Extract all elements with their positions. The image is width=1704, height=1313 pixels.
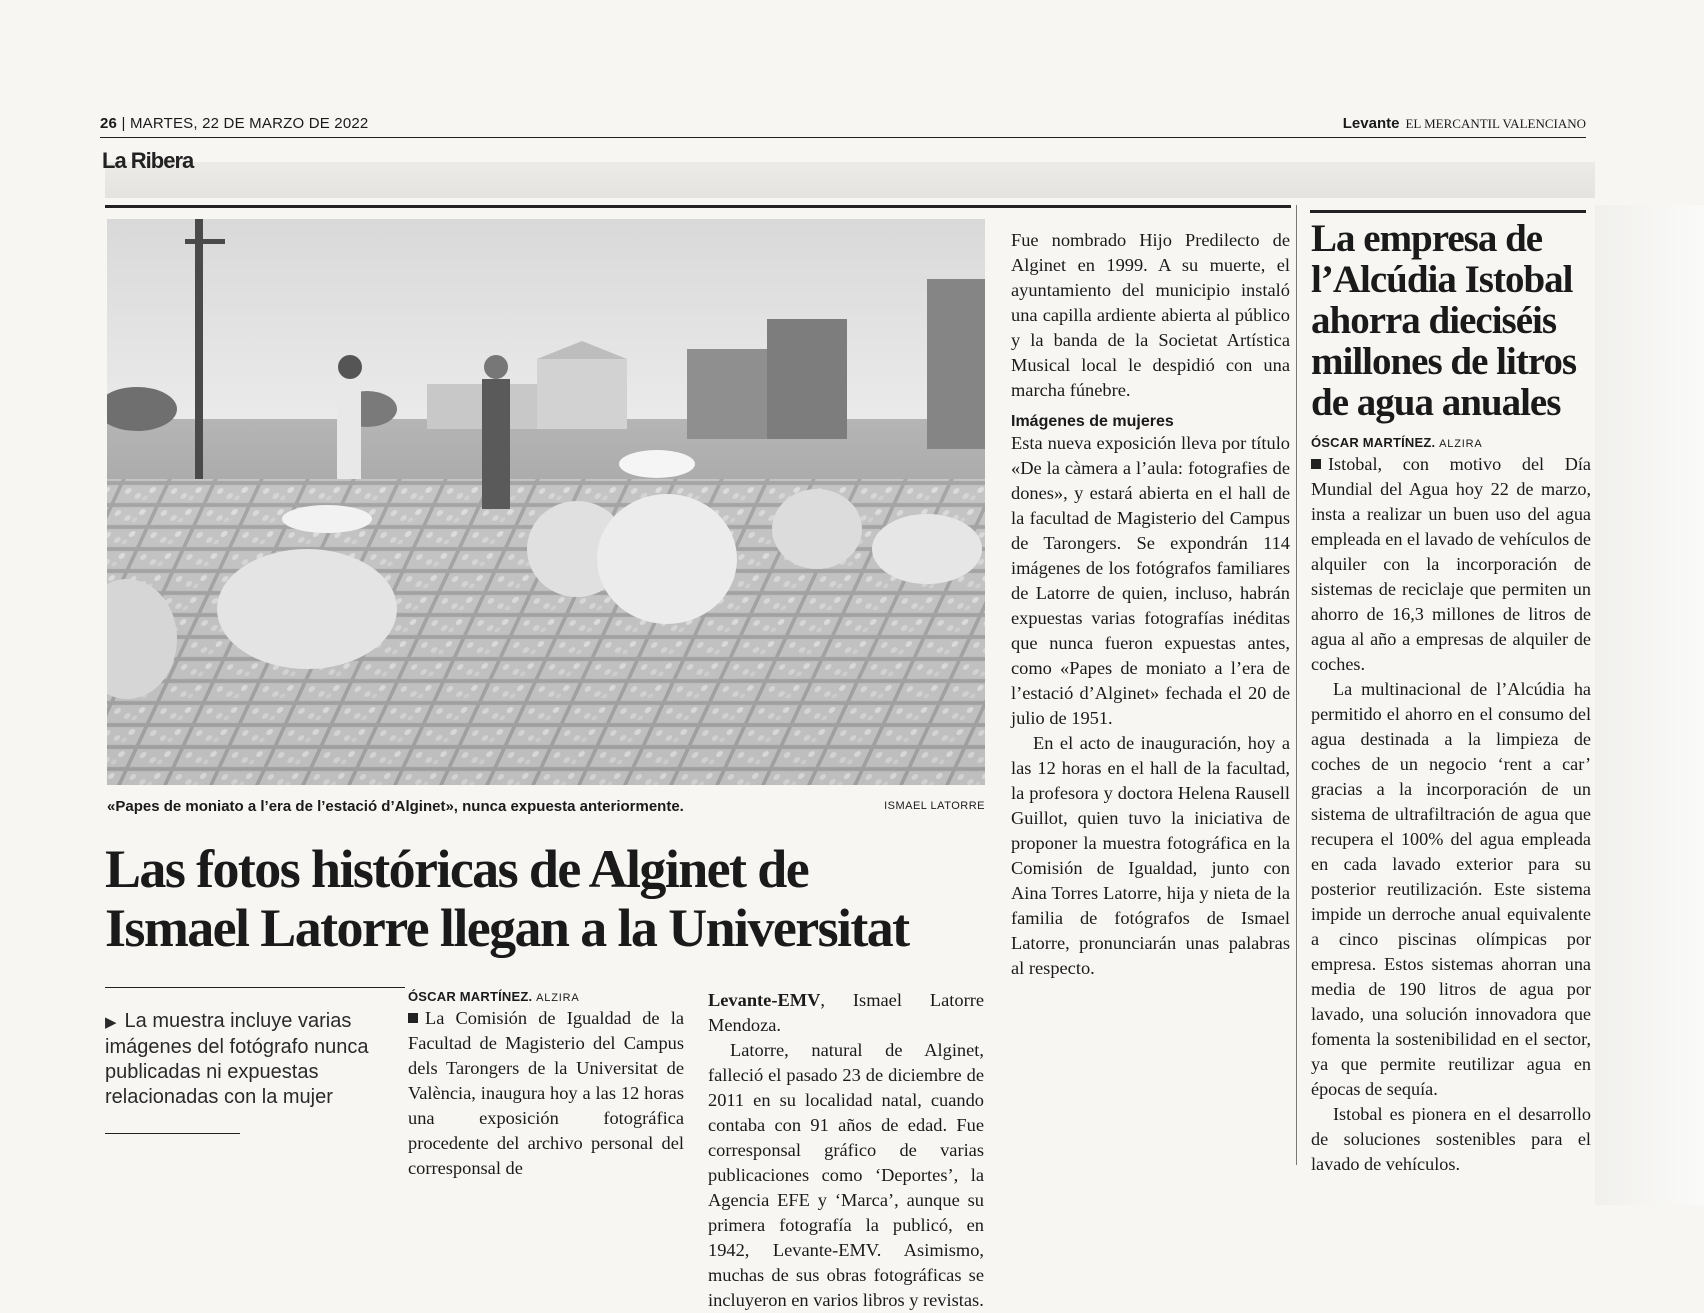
byline-location: ALZIRA xyxy=(536,992,580,1004)
issue-date: MARTES, 22 DE MARZO DE 2022 xyxy=(129,115,369,132)
brand-mention: Levante-EMV xyxy=(708,990,821,1010)
sidebar-headline: La empresa de l’Alcúdia Istobal ahorra dieciséis millones de litros de agua anuales xyxy=(1311,217,1577,424)
byline-author: ÓSCAR MARTÍNEZ. xyxy=(1311,435,1436,450)
article-text xyxy=(1011,228,1290,403)
brand-subtitle: EL MERCANTIL VALENCIANO xyxy=(1405,116,1586,131)
historic-photo xyxy=(107,219,985,785)
page-masthead xyxy=(100,115,1586,138)
section-title: La Ribera xyxy=(102,148,194,173)
sidebar-top-rule xyxy=(1310,210,1586,213)
paragraph-4: Esta nueva exposición lleva por título «De la càmera a l’aula: fotografies de dones», y estará abierta en el hall de la facultad de Magisterio del Campus de Tarongers. Se expondrán 114 imágenes de los fotógrafos familiares de Latorre de quien, incluso, habrán expuestas varias fotografías inéditas que nunca fueron expuestas antes, como «Papes de moniato a l’era de l’estació d’Alginet» fechada el 20 de julio de 1951. xyxy=(1011,433,1290,728)
article-text xyxy=(1011,431,1290,981)
triangle-bullet-icon: ▶ xyxy=(105,1014,117,1031)
adjacent-page-bleed xyxy=(105,162,1595,198)
paragraph-5: En el acto de inauguración, hoy a las 12 horas en el hall de la facultad, la profesora y doctora Helena Rausell Guillot, quien tuvo la iniciativa de proponer la muestra fotográfica en la Comisión de Igualdad, junto con Aina Torres Latorre, hija y nieta de la familia de fotógrafos de Ismael Latorre, pronunciarán unas palabras al respecto. xyxy=(1011,733,1290,978)
sidebar-paragraph-3: Istobal es pionera en el desarrollo de soluciones sostenibles para el lavado de vehículos. xyxy=(1311,1104,1591,1174)
photo-caption xyxy=(107,798,985,815)
sidebar-paragraph-2: La multinacional de l’Alcúdia ha permitido el ahorro en el consumo del agua destinada a la limpieza de coches de un negocio ‘rent a car’ gracias a la incorporación de un sistema de ultrafiltración de agua que recupera el 100% del agua empleada en cada lavado exterior para su posterior reutilización. Este sistema impide un derroche anual equivalente a cinco piscinas olímpicas por empresa. Estos sistemas ahorran una media de 190 litros de agua por lavado, una solución innovadora que fomenta la sostenibilidad en el sector, ya que permite reutilizar agua en épocas de sequía. xyxy=(1311,679,1591,1099)
caption-text: «Papes de moniato a l’era de l’estació d’Alginet», nunca expuesta anteriormente. xyxy=(107,798,684,815)
page-number: 26 xyxy=(100,115,118,132)
article-headline xyxy=(105,840,985,958)
subhead-rule-top xyxy=(105,987,405,988)
sidebar-text xyxy=(1311,452,1591,1177)
article-column-3 xyxy=(1011,228,1290,981)
paragraph-1: La Comisión de Igualdad de la Facultad de Magisterio del Campus dels Tarongers de la Universitat de València, inaugura hoy a las 12 horas una exposición fotográfica procedente del archivo personal del corresponsal de xyxy=(408,1008,684,1178)
brand-logo: Levante xyxy=(1342,115,1400,132)
subhead-text: La muestra incluye varias imágenes del fotógrafo nunca publicadas ni expuestas relacionadas con la mujer xyxy=(105,1010,369,1108)
photo-credit: ISMAEL LATORRE xyxy=(884,800,985,812)
paragraph-1-end: , Ismael Latorre Mendoza. xyxy=(708,990,984,1035)
adjacent-page-edge xyxy=(1595,205,1704,1205)
square-bullet-icon xyxy=(408,1013,418,1023)
newspaper-name xyxy=(1343,115,1586,132)
article-intertitle: Imágenes de mujeres xyxy=(1011,413,1174,430)
sidebar-article xyxy=(1311,218,1591,1177)
byline-author: ÓSCAR MARTÍNEZ. xyxy=(408,989,533,1004)
paragraph-3: Fue nombrado Hijo Predilecto de Alginet en 1999. A su muerte, el ayuntamiento del municipio instaló una capilla ardiente abierta al público y la banda de la Societat Artística Musical local le despidió con una marcha fúnebre. xyxy=(1011,230,1290,400)
article-column-1 xyxy=(408,989,684,1181)
column-divider xyxy=(1296,205,1297,1165)
article-byline xyxy=(408,989,684,1004)
sidebar-byline xyxy=(1311,435,1591,450)
byline-location: ALZIRA xyxy=(1439,438,1483,450)
article-column-2 xyxy=(708,988,984,1313)
section-rule xyxy=(105,205,1291,208)
headline-line-2: Ismael Latorre llegan a la Universitat xyxy=(105,898,909,958)
headline-line-1: Las fotos históricas de Alginet de xyxy=(105,839,809,899)
subhead-rule-bottom xyxy=(105,1133,240,1134)
article-text xyxy=(408,1006,684,1181)
paragraph-2: Latorre, natural de Alginet, falleció el pasado 23 de diciembre de 2011 en su localidad natal, cuando contaba con 91 años de edad. Fue corresponsal gráfico de varias publicaciones como ‘Deportes’, la Agencia EFE y ‘Marca’, aunque su primera fotografía la publicó, en 1942, Levante-EMV. Asimismo, muchas de sus obras fotográficas se incluyeron en varios libros y revistas. xyxy=(708,1040,984,1310)
article-subhead xyxy=(105,1009,385,1110)
article-text xyxy=(708,988,984,1313)
sidebar-paragraph-1: Istobal, con motivo del Día Mundial del Agua hoy 22 de marzo, insta a realizar un buen uso del agua empleada en el lavado de vehículos de alquiler con la incorporación de sistemas de reciclaje que permiten un ahorro de 16,3 millones de litros de agua al año a empresas de alquiler de coches. xyxy=(1311,454,1591,674)
square-bullet-icon xyxy=(1311,459,1321,469)
page-date-line: 26 | MARTES, 22 DE MARZO DE 2022 xyxy=(100,115,369,132)
